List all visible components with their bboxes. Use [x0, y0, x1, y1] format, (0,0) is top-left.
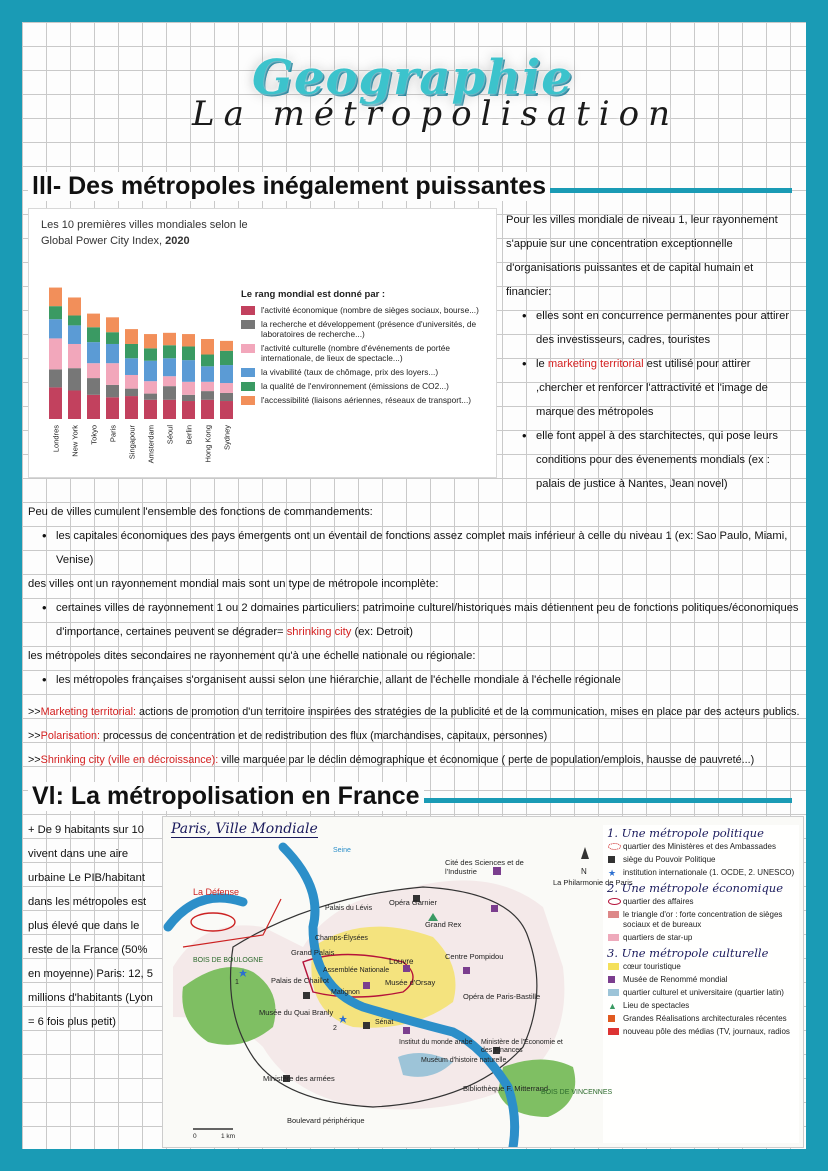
- map-legend-text: le triangle d'or : forte concentration de sièges sociaux et de bureaux: [623, 910, 783, 929]
- section-6-facts: + De 9 habitants sur 10 vivent dans une aire urbaine Le PIB/habitant dans les métropoles est plus élevé que dans le reste de la France (50% en moyenne) Paris: 12, 5 millions d'habitants (Lyon = 6 fois plus petit): [28, 824, 153, 1028]
- map-legend-heading: 3. Une métropole culturelle: [607, 946, 769, 960]
- page-title: Geographie: [252, 50, 573, 106]
- section-6-heading: Vl: La métropolisation en France: [28, 782, 424, 811]
- paris-map: [162, 816, 804, 1148]
- map-place-label: N: [581, 867, 587, 876]
- tick-label: Singapour: [127, 425, 137, 460]
- legend-label: la qualité de l'environnement (émissions de CO2...): [261, 381, 449, 391]
- bar-singapour-s5: [125, 329, 138, 344]
- map-place-label: Muséum d'histoire naturelle: [421, 1057, 507, 1064]
- bullet-3: • les métropoles françaises s'organisent aussi selon une hiérarchie, allant de l'échelle mondiale à l'échelle régionale: [42, 668, 800, 692]
- bullet-2-highlight: shrinking city: [286, 626, 352, 638]
- legend-label: l'accessibilité (liaisons aériennes, réseaux de transport...): [261, 395, 472, 405]
- map-legend-symbol: [608, 934, 619, 941]
- map-legend-item: [607, 842, 799, 852]
- bar-singapour-s4: [125, 344, 138, 358]
- map-place-label: 2: [333, 1025, 337, 1032]
- map-place-label: Grand Palais: [291, 948, 335, 957]
- map-legend-symbol: ▲: [608, 1001, 617, 1011]
- bar-londres-s5: [49, 288, 62, 307]
- bar-amsterdam-s3: [144, 361, 157, 381]
- bar-berlin-s0: [182, 401, 195, 419]
- bar-paris-s0: [106, 397, 119, 419]
- bar-tokyo-s4: [87, 327, 100, 342]
- definition-prefix: >>: [28, 730, 41, 742]
- bar-berlin-s2: [182, 382, 195, 395]
- bar-amsterdam-s2: [144, 381, 157, 393]
- map-legend-item: [607, 975, 799, 985]
- bar-londres-s1: [49, 369, 62, 387]
- map-place-label: Sénat: [375, 1019, 394, 1026]
- bar-londres-s3: [49, 319, 62, 338]
- bar-paris-s3: [106, 344, 119, 363]
- legend-entry: [241, 395, 491, 405]
- section-3-bullet: [522, 352, 798, 424]
- map-place-label: Assemblée Nationale: [323, 967, 390, 974]
- map-place-label: Ministère de l'Économie et des Finances: [481, 1039, 563, 1054]
- map-legend-text: Grandes Réalisations architecturales récentes: [623, 1014, 787, 1023]
- map-legend-symbol: [608, 911, 619, 918]
- bar-séoul-s4: [163, 345, 176, 358]
- bar-sydney-s0: [220, 401, 233, 419]
- map-legend-symbol: ★: [608, 868, 617, 878]
- tick-label: New York: [70, 425, 80, 457]
- tick-label: Séoul: [165, 425, 175, 445]
- map-legend-text: institution internationale (1. OCDE, 2. UNESCO): [623, 868, 795, 877]
- definition-text: processus de concentration et de redistribution des flux (marchandises, capitaux, personnes): [100, 730, 548, 742]
- map-legend-item: [607, 933, 799, 943]
- map-place-label: Louvre: [389, 957, 414, 966]
- bar-paris-s1: [106, 385, 119, 397]
- definition-term: Marketing territorial:: [40, 706, 137, 718]
- map-place-label: BOIS DE VINCENNES: [541, 1089, 613, 1096]
- map-legend-symbol: [608, 963, 619, 970]
- map-legend-text: Lieu de spectacles: [623, 1001, 690, 1010]
- map-legend-heading: 1. Une métropole politique: [607, 826, 764, 840]
- bullet-highlight: marketing territorial: [547, 358, 644, 370]
- bar-sydney-s5: [220, 341, 233, 351]
- section-3-lower: [28, 500, 800, 692]
- map-place-label: Centre Pompidou: [445, 952, 504, 961]
- bar-singapour-s0: [125, 396, 138, 419]
- bar-berlin-s1: [182, 395, 195, 401]
- map-place-label: Institut du monde arabe: [399, 1039, 473, 1046]
- map-place-label: Grand Rex: [425, 920, 462, 929]
- bar-paris-s4: [106, 332, 119, 344]
- legend-entry: [241, 343, 491, 363]
- bar-tokyo-s3: [87, 342, 100, 363]
- map-legend-text: quartiers de star-up: [623, 933, 693, 942]
- bar-amsterdam-s5: [144, 334, 157, 348]
- bar-new-york-s5: [68, 297, 81, 315]
- map-legend-text: nouveau pôle des médias (TV, journaux, radios: [623, 1027, 790, 1036]
- definition: [28, 700, 806, 724]
- map-place-label: Musée d'Orsay: [385, 978, 436, 987]
- page: [22, 22, 806, 1149]
- bar-hong-kong-s5: [201, 339, 214, 355]
- bar-berlin-s3: [182, 360, 195, 382]
- tick-label: Paris: [108, 425, 118, 443]
- bar-tokyo-s1: [87, 378, 100, 395]
- tick-label: Tokyo: [89, 425, 99, 445]
- map-legend-symbol: [608, 898, 621, 905]
- bar-amsterdam-s1: [144, 394, 157, 400]
- bar-paris-s2: [106, 363, 119, 385]
- definition-text: ville marquée par le déclin démographique et économique ( perte de population/emplois, hausse de pauvreté...): [218, 754, 755, 766]
- map-legend-text: cœur touristique: [623, 962, 681, 971]
- bar-sydney-s4: [220, 351, 233, 365]
- legend-label: l'activité culturelle (nombre d'événements de portée internationale, de lieux de spectacle...): [261, 343, 451, 363]
- map-place-label: Seine: [333, 847, 351, 854]
- map-legend-symbol: [608, 856, 615, 863]
- map-legend-text: quartier culturel et universitaire (quartier latin): [623, 988, 784, 997]
- bullet-text: elle font appel à des starchitectes, qui pose leurs conditions pour des évenements mondials (ex : palais de justice à Nantes, Jean novel): [536, 430, 778, 490]
- bar-singapour-s1: [125, 389, 138, 396]
- map-legend-item: [607, 1027, 799, 1037]
- bar-séoul-s1: [163, 386, 176, 400]
- chart-title-text: Les 10 premières villes mondiales selon le Global Power City Index,: [41, 219, 248, 247]
- legend-entry: [241, 319, 491, 339]
- map-legend-item: [607, 855, 799, 865]
- definition-prefix: >>: [28, 754, 41, 766]
- chart-legend-title: Le rang mondial est donné par :: [241, 289, 386, 300]
- map-legend-heading: 2. Une métropole économique: [607, 881, 784, 895]
- bar-new-york-s0: [68, 390, 81, 419]
- map-legend-symbol: [608, 1028, 619, 1035]
- bullet-text: elles sont en concurrence permanentes pour attirer des investisseurs, cadres, touristes: [536, 310, 790, 346]
- bar-hong-kong-s2: [201, 382, 214, 391]
- section-3-intro: Pour les villes mondiale de niveau 1, leur rayonnement s'appuie sur une concentration exceptionnelle d'organisations puissantes et de capital humain et financier:: [506, 214, 778, 298]
- map-place-label: Ministère des armées: [263, 1074, 335, 1083]
- bar-londres-s2: [49, 338, 62, 369]
- map-legend-text: Musée de Renommé mondial: [623, 975, 728, 984]
- legend-label: la vivabilité (taux de chômage, prix des loyers...): [261, 367, 439, 377]
- map-place-label: Palais de Chaillot: [271, 976, 329, 985]
- section-3-bullet: [522, 424, 798, 496]
- bar-singapour-s3: [125, 358, 138, 375]
- definition-term: Polarisation:: [40, 730, 101, 742]
- map-legend-text: quartier des Ministères et des Ambassades: [623, 842, 776, 851]
- map-place-label: Musée du Quai Branly: [259, 1008, 334, 1017]
- bar-londres-s0: [49, 387, 62, 419]
- bar-tokyo-s5: [87, 314, 100, 328]
- map-legend-symbol: [608, 989, 619, 996]
- legend-swatch: [241, 320, 255, 329]
- map-legend-item: [607, 962, 799, 972]
- chart-legend: [241, 305, 491, 409]
- section-3-bullet: [522, 304, 798, 352]
- map-place-label: La Défense: [193, 887, 240, 897]
- map-place-label: Bibliothèque F. Mitterrand: [463, 1084, 549, 1093]
- map-legend-symbol: [608, 1015, 615, 1022]
- definitions: [28, 700, 806, 772]
- bar-hong-kong-s1: [201, 391, 214, 400]
- map-place-label: La Philarmonie de Paris: [553, 878, 633, 887]
- bar-sydney-s1: [220, 393, 233, 401]
- bar-séoul-s3: [163, 358, 176, 376]
- definition: [28, 724, 806, 748]
- bar-amsterdam-s0: [144, 400, 157, 419]
- tick-label: Amsterdam: [146, 425, 156, 464]
- bar-séoul-s5: [163, 333, 176, 345]
- map-title: Paris, Ville Mondiale: [171, 821, 318, 837]
- bullet-1: • les capitales économiques des pays émergents ont un éventail de fonctions assez complet mais inférieur à celle du niveau 1 (ex: Sao Paulo, Miami, Venise): [42, 524, 800, 572]
- bar-londres-s4: [49, 306, 62, 319]
- definition: [28, 748, 806, 772]
- map-place-label: Palais du Lévis: [325, 905, 373, 912]
- bar-séoul-s0: [163, 400, 176, 419]
- bar-hong-kong-s3: [201, 366, 214, 382]
- tick-label: Sydney: [222, 425, 232, 451]
- bar-sydney-s3: [220, 365, 233, 383]
- legend-entry: [241, 367, 491, 377]
- legend-swatch: [241, 382, 255, 391]
- legend-label: l'activité économique (nombre de sièges sociaux, bourse...): [261, 305, 479, 315]
- map-legend-item: [607, 1014, 799, 1024]
- bar-berlin-s5: [182, 334, 195, 346]
- map-legend-item: [607, 897, 799, 907]
- definition-term: Shrinking city (ville en décroissance):: [40, 754, 219, 766]
- map-place-label: 1: [235, 979, 239, 986]
- tick-label: Londres: [51, 425, 61, 453]
- text-line-2: des villes ont un rayonnement mondial mais sont un type de métropole incomplète:: [28, 578, 439, 590]
- map-place-label: Boulevard périphérique: [287, 1116, 365, 1125]
- bar-séoul-s2: [163, 376, 176, 386]
- legend-swatch: [241, 344, 255, 353]
- bar-new-york-s4: [68, 315, 81, 325]
- chart-title-year: 2020: [165, 235, 190, 247]
- page-subtitle: La métropolisation: [192, 94, 680, 134]
- bar-singapour-s2: [125, 375, 138, 389]
- legend-swatch: [241, 368, 255, 377]
- map-place-label: Champs-Élysées: [315, 935, 368, 942]
- map-place-label: BOIS DE BOULOGNE: [193, 957, 264, 964]
- tick-label: Hong Kong: [203, 425, 213, 463]
- map-place-label: 0: [193, 1133, 197, 1140]
- bar-paris-s5: [106, 317, 119, 332]
- legend-entry: [241, 381, 491, 391]
- map-place-label: Opéra de Paris-Bastille: [463, 992, 541, 1001]
- bar-amsterdam-s4: [144, 348, 157, 360]
- bullet-text: le: [536, 358, 548, 370]
- bar-hong-kong-s4: [201, 355, 214, 367]
- bar-berlin-s4: [182, 346, 195, 360]
- section-3-text: [506, 208, 798, 496]
- map-legend-item: [607, 988, 799, 998]
- bar-sydney-s2: [220, 383, 233, 393]
- text-line-3: les métropoles dites secondaires ne rayonnement qu'à une échelle nationale ou régionale:: [28, 650, 476, 662]
- gpci-chart: [28, 208, 497, 478]
- section-3-heading: lll- Des métropoles inégalement puissantes: [28, 172, 550, 201]
- bullet-2-text-b: (ex: Detroit): [351, 626, 413, 638]
- map-place-label: Opéra Garnier: [389, 898, 437, 907]
- definition-prefix: >>: [28, 706, 41, 718]
- definition-text: actions de promotion d'un territoire inspirées des stratégies de la publicité et de la communication, mises en place par des acteurs publics.: [136, 706, 800, 718]
- legend-entry: [241, 305, 491, 315]
- section-3-bullets: [506, 304, 798, 496]
- map-legend-symbol: [608, 843, 621, 850]
- tick-label: Berlin: [184, 425, 194, 445]
- map-legend-item: [607, 868, 799, 878]
- map-place-label: 1 km: [221, 1133, 236, 1140]
- bar-tokyo-s2: [87, 363, 100, 378]
- legend-label: la recherche et développement (présence d'universités, de laboratoires de recherche...): [261, 319, 477, 339]
- bar-new-york-s2: [68, 344, 81, 368]
- map-legend-text: quartier des affaires: [623, 897, 694, 906]
- bar-hong-kong-s0: [201, 400, 214, 419]
- bar-new-york-s3: [68, 325, 81, 344]
- bullet-2: [42, 596, 800, 644]
- map-legend-item: [607, 1001, 799, 1011]
- legend-swatch: [241, 396, 255, 405]
- legend-swatch: [241, 306, 255, 315]
- map-legend: [607, 823, 799, 1040]
- map-place-label: Cité des Sciences et de l'Industrie: [445, 858, 524, 876]
- bullet-text-end: est utilisé pour attirer ,chercher et renforcer l'attractivité et l'image de marque des métropoles: [536, 358, 768, 418]
- bar-new-york-s1: [68, 368, 81, 390]
- map-legend-item: [607, 910, 799, 930]
- map-legend-text: siège du Pouvoir Politique: [623, 855, 716, 864]
- map-place-label: Matignon: [331, 989, 360, 996]
- bar-tokyo-s0: [87, 395, 100, 419]
- bullet-2-text-a: certaines villes de rayonnement 1 ou 2 domaines particuliers: patrimoine culturel/historiques mais détiennent peu de fonctions politiques/économiques d'importance, certaines peuvent se dégrader=: [56, 602, 799, 638]
- map-legend-symbol: [608, 976, 615, 983]
- text-line-1: Peu de villes cumulent l'ensemble des fonctions de commandements:: [28, 506, 373, 518]
